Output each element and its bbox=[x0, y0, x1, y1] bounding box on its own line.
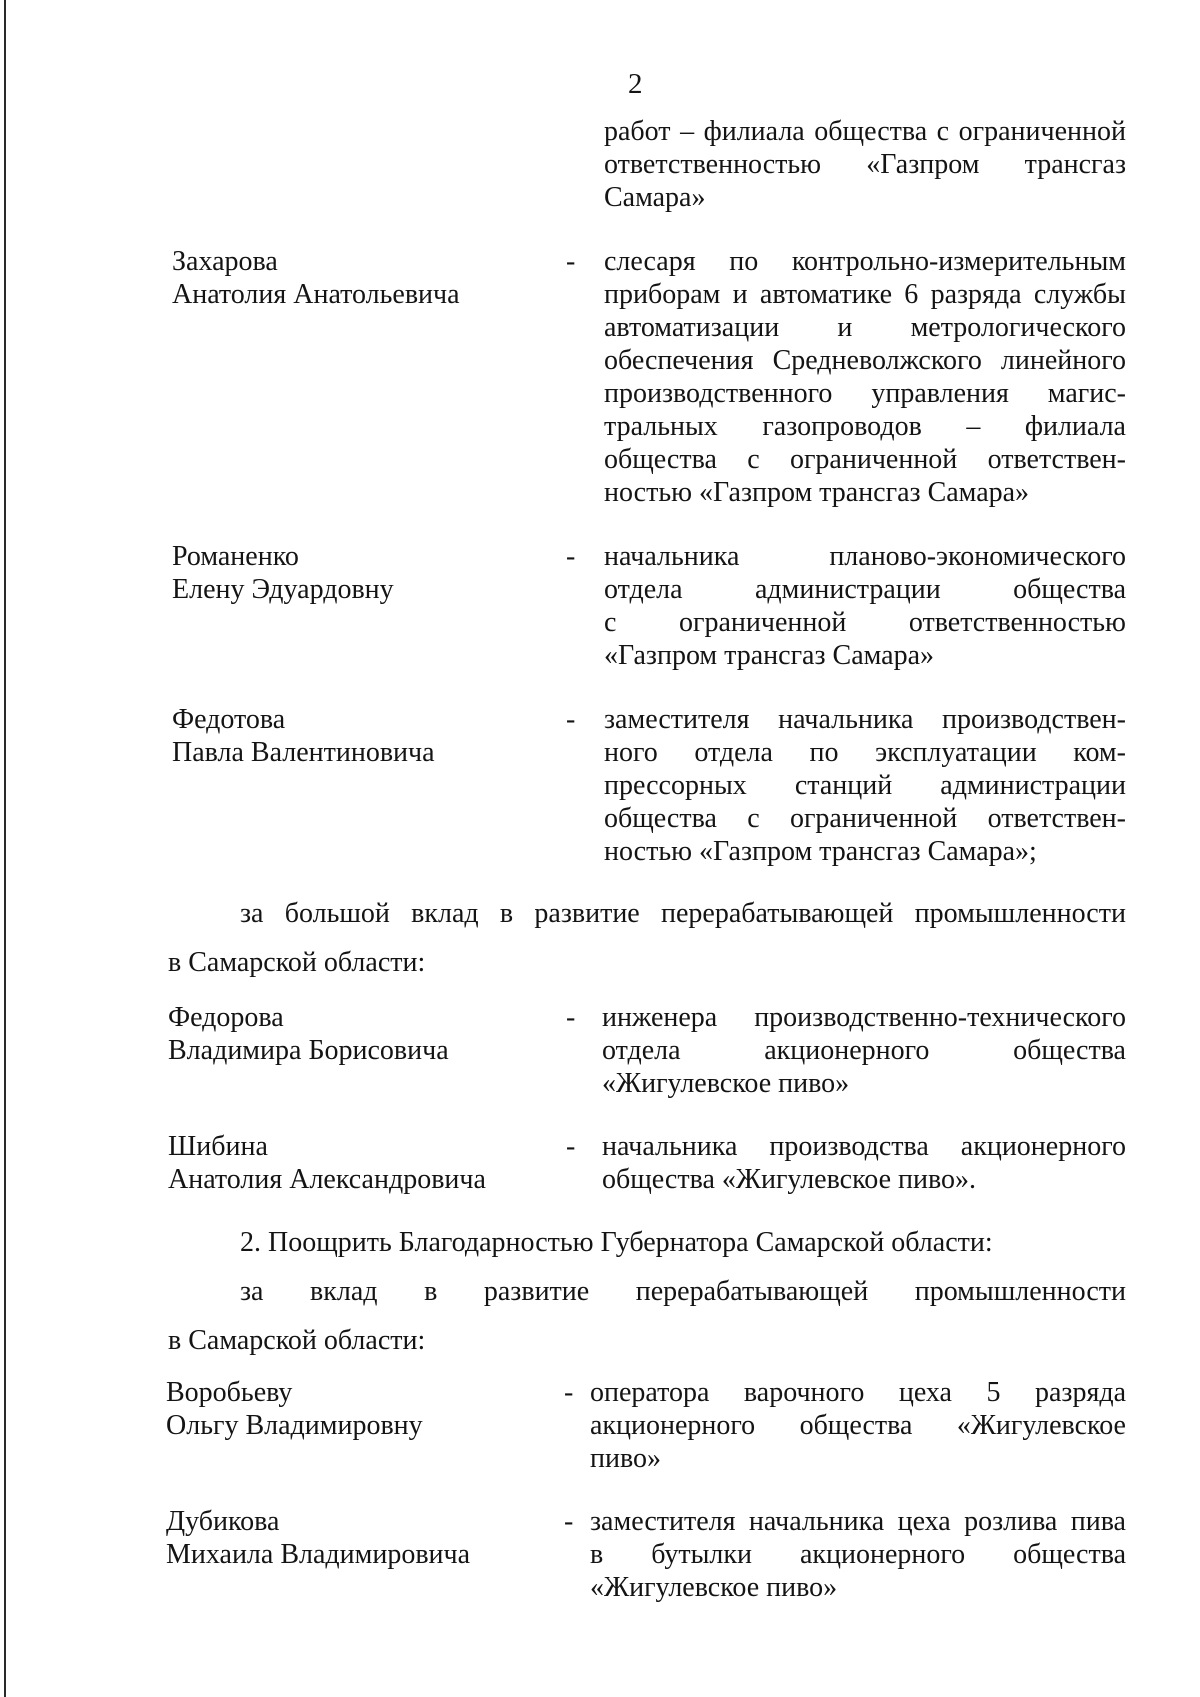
entry-dash: - bbox=[566, 541, 576, 572]
scan-edge-line bbox=[4, 0, 6, 1697]
position-line: автоматизации и метрологического bbox=[604, 312, 1126, 343]
position-line: заместителя начальника цеха розлива пива bbox=[590, 1506, 1126, 1537]
entry-dash: - bbox=[564, 1377, 574, 1408]
position-line: «Жигулевское пиво» bbox=[590, 1572, 838, 1603]
position-line: ного отдела по эксплуатации ком- bbox=[604, 737, 1126, 768]
position-line: начальника планово-экономического bbox=[604, 541, 1126, 572]
section-intro-line: за большой вклад в развитие перерабатывающей промышленности bbox=[240, 898, 1126, 929]
recipient-given-names: Владимира Борисовича bbox=[168, 1035, 449, 1066]
position-line: производственного управления магис- bbox=[604, 378, 1126, 409]
continuation-line: Самара» bbox=[604, 182, 706, 213]
position-line: «Жигулевское пиво» bbox=[602, 1068, 850, 1099]
position-line: общества «Жигулевское пиво». bbox=[602, 1164, 977, 1195]
recipient-given-names: Михаила Владимировича bbox=[166, 1539, 471, 1570]
position-line: заместителя начальника производствен- bbox=[604, 704, 1126, 735]
position-line: оператора варочного цеха 5 разряда bbox=[590, 1377, 1126, 1408]
position-line: тральных газопроводов – филиала bbox=[604, 411, 1126, 442]
entry-dash: - bbox=[564, 1506, 574, 1537]
recipient-surname: Федотова bbox=[172, 704, 286, 735]
entry-dash: - bbox=[566, 704, 576, 735]
section-intro-line: за вклад в развитие перерабатывающей промышленности bbox=[240, 1276, 1126, 1307]
position-line: ностью «Газпром трансгаз Самара» bbox=[604, 477, 1030, 508]
entry-dash: - bbox=[566, 1002, 576, 1033]
recipient-given-names: Анатолия Анатольевича bbox=[172, 279, 460, 310]
position-line: ностью «Газпром трансгаз Самара»; bbox=[604, 836, 1037, 867]
position-line: отдела администрации общества bbox=[604, 574, 1126, 605]
recipient-given-names: Павла Валентиновича bbox=[172, 737, 435, 768]
point-2-heading: 2. Поощрить Благодарностью Губернатора Самарской области: bbox=[240, 1227, 993, 1258]
recipient-surname: Федорова bbox=[168, 1002, 284, 1033]
position-line: акционерного общества «Жигулевское bbox=[590, 1410, 1126, 1441]
position-line: общества с ограниченной ответствен- bbox=[604, 444, 1126, 475]
recipient-given-names: Ольгу Владимировну bbox=[166, 1410, 423, 1441]
recipient-surname: Шибина bbox=[168, 1131, 268, 1162]
recipient-surname: Романенко bbox=[172, 541, 299, 572]
recipient-surname: Дубикова bbox=[166, 1506, 280, 1537]
position-line: прессорных станций администрации bbox=[604, 770, 1126, 801]
position-line: отдела акционерного общества bbox=[602, 1035, 1126, 1066]
entry-dash: - bbox=[566, 246, 576, 277]
position-line: общества с ограниченной ответствен- bbox=[604, 803, 1126, 834]
recipient-given-names: Елену Эдуардовну bbox=[172, 574, 394, 605]
recipient-surname: Воробьеву bbox=[166, 1377, 293, 1408]
recipient-surname: Захарова bbox=[172, 246, 278, 277]
section-intro-line: в Самарской области: bbox=[168, 947, 426, 978]
position-line: пиво» bbox=[590, 1443, 661, 1474]
section-intro-line: в Самарской области: bbox=[168, 1325, 426, 1356]
page-number: 2 bbox=[628, 68, 643, 100]
position-line: начальника производства акционерного bbox=[602, 1131, 1126, 1162]
position-line: с ограниченной ответственностью bbox=[604, 607, 1126, 638]
position-line: инженера производственно-технического bbox=[602, 1002, 1126, 1033]
position-line: в бутылки акционерного общества bbox=[590, 1539, 1126, 1570]
continuation-line: работ – филиала общества с ограниченной bbox=[604, 116, 1126, 147]
position-line: слесаря по контрольно-измерительным bbox=[604, 246, 1126, 277]
position-line: приборам и автоматике 6 разряда службы bbox=[604, 279, 1126, 310]
position-line: обеспечения Средневолжского линейного bbox=[604, 345, 1126, 376]
entry-dash: - bbox=[566, 1131, 576, 1162]
continuation-line: ответственностью «Газпром трансгаз bbox=[604, 149, 1126, 180]
position-line: «Газпром трансгаз Самара» bbox=[604, 640, 935, 671]
recipient-given-names: Анатолия Александровича bbox=[168, 1164, 486, 1195]
